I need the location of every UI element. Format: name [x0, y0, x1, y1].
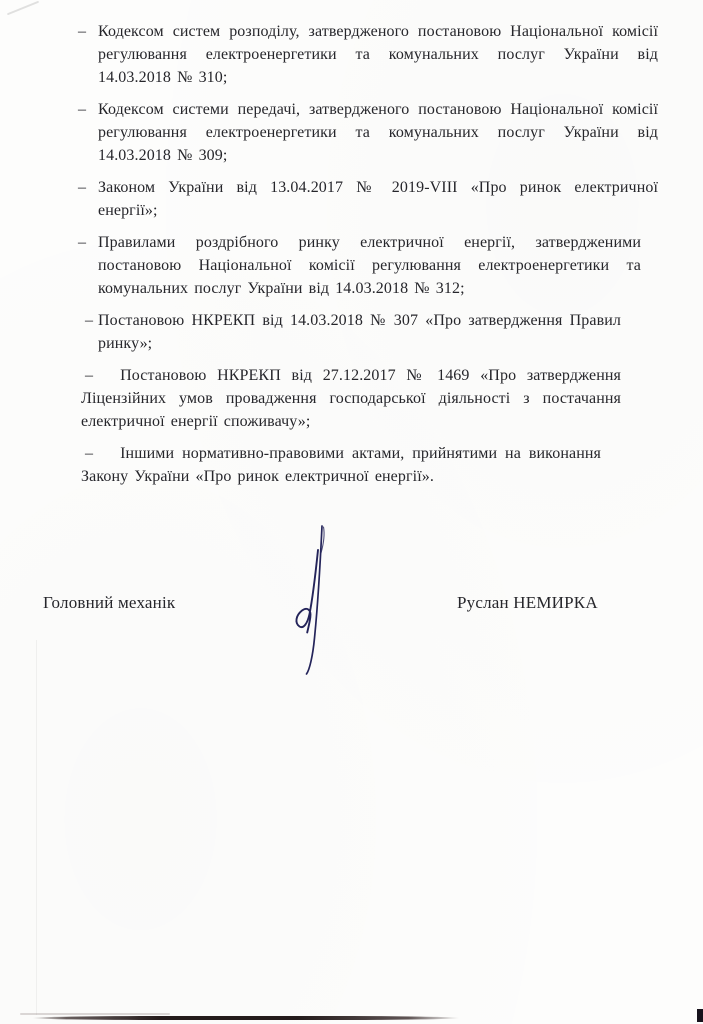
dash-bullet: – [78, 101, 87, 118]
list-item [81, 309, 621, 355]
list-item [81, 442, 601, 488]
dash-bullet: – [85, 367, 94, 384]
list-item [78, 176, 658, 222]
list-item [81, 364, 621, 433]
dash-bullet: – [78, 179, 87, 196]
signature-stroke [307, 526, 323, 674]
list-item [78, 98, 658, 167]
scan-artifact-bottom-line [32, 1016, 460, 1020]
dash-bullet: – [85, 312, 94, 329]
dash-bullet: – [85, 445, 94, 462]
list-item-text: Постановою НКРЕКП від 14.03.2018 № 307 «Про затвердження Правил ринку»; [98, 312, 621, 352]
signature-stroke [296, 550, 318, 633]
scan-artifact-corner-mark [697, 1009, 703, 1022]
scan-artifact-left-line [36, 640, 37, 1015]
list-item-text: Правилами роздрібного ринку електричної енергії, затвердженими постановою Національної комісії регулювання електроенергетики та комунальних послуг України від 14.03.2018 № 312; [98, 234, 641, 297]
dash-bullet: – [78, 23, 87, 40]
legal-references-list [78, 20, 658, 497]
list-item-text: Постановою НКРЕКП від 27.12.2017 № 1469 «Про затвердження Ліцензійних умов провадження господарської діяльності з постачання електричної енергії споживачу»; [81, 367, 621, 430]
scan-artifact-bottom-smudge [20, 1013, 170, 1015]
list-item-text: Законом України від 13.04.2017 № 2019-VIII «Про ринок електричної енергії»; [98, 179, 658, 219]
list-item [78, 20, 658, 89]
handwritten-signature [276, 520, 338, 682]
list-item-text: Іншими нормативно-правовими актами, прийнятими на виконання Закону України «Про ринок електричної енергії». [81, 445, 601, 485]
scan-artifact-scratch [7, 1, 39, 16]
list-item-text: Кодексом систем розподілу, затвердженого постановою Національної комісії регулювання електроенергетики та комунальних послуг України від 14.03.2018 № 310; [98, 23, 658, 86]
list-item [78, 231, 641, 300]
dash-bullet: – [78, 234, 87, 251]
list-item-text: Кодексом системи передачі, затвердженого постановою Національної комісії регулювання електроенергетики та комунальних послуг України від 14.03.2018 № 309; [98, 101, 658, 164]
signatory-name: Руслан НЕМИРКА [457, 593, 598, 612]
signatory-title: Головний механік [43, 593, 176, 612]
